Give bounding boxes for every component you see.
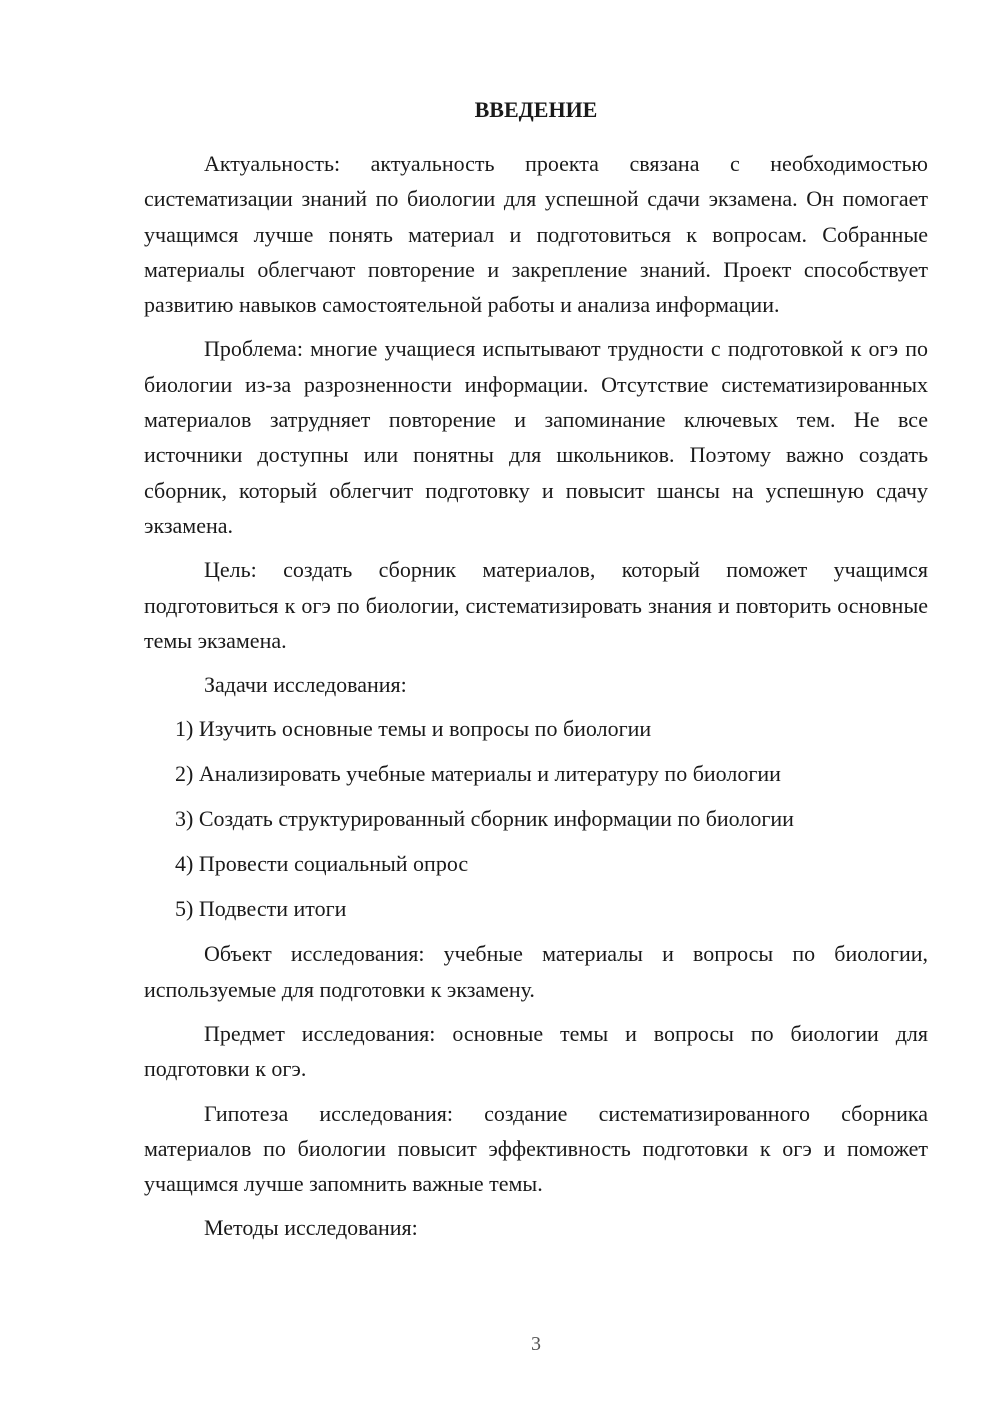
task-item: 3) Создать структурированный сборник информации по биологии xyxy=(175,806,794,832)
document-page xyxy=(144,92,928,1255)
task-item: 2) Анализировать учебные материалы и литературу по биологии xyxy=(175,761,781,787)
hypothesis-paragraph: Гипотеза исследования: создание систематизированного сборника материалов по биологии повысит эффективность подготовки к огэ и поможет учащимся лучше запомнить важные темы. xyxy=(144,1100,928,1197)
tasks-heading: Задачи исследования: xyxy=(204,672,407,698)
subject-paragraph: Предмет исследования: основные темы и вопросы по биологии для подготовки к огэ. xyxy=(144,1020,928,1082)
goal-paragraph: Цель: создать сборник материалов, который поможет учащимся подготовиться к огэ по биологии, систематизировать знания и повторить основные темы экзамена. xyxy=(144,557,928,653)
tasks-list xyxy=(144,711,928,926)
task-item: 1) Изучить основные темы и вопросы по биологии xyxy=(175,716,652,742)
page-number: 3 xyxy=(531,1333,541,1355)
object-paragraph: Объект исследования: учебные материалы и вопросы по биологии, используемые для подготовки к экзамену. xyxy=(144,941,928,1002)
task-item: 5) Подвести итоги xyxy=(175,896,347,922)
task-item: 4) Провести социальный опрос xyxy=(175,851,469,877)
methods-heading: Методы исследования: xyxy=(204,1215,418,1241)
relevance-paragraph: Актуальность: актуальность проекта связана с необходимостью систематизации знаний по биологии для успешной сдачи экзамена. Он помогает учащимся лучше понять материал и подготовиться к вопросам. Собранные материалы облегчают повторение и закрепление знаний. Проект способствует развитию навыков самостоятельной работы и анализа информации. xyxy=(144,151,928,318)
problem-paragraph: Проблема: многие учащиеся испытывают трудности с подготовкой к огэ по биологии из-за разрозненности информации. Отсутствие систематизированных материалов затрудняет повторение и запоминание ключевых тем. Не все источники доступны или понятны для школьников. Поэтому важно создать сборник, который облегчит подготовку и повысит шансы на успешную сдачу экзамена. xyxy=(144,336,928,538)
section-title: ВВЕДЕНИЕ xyxy=(474,97,598,122)
